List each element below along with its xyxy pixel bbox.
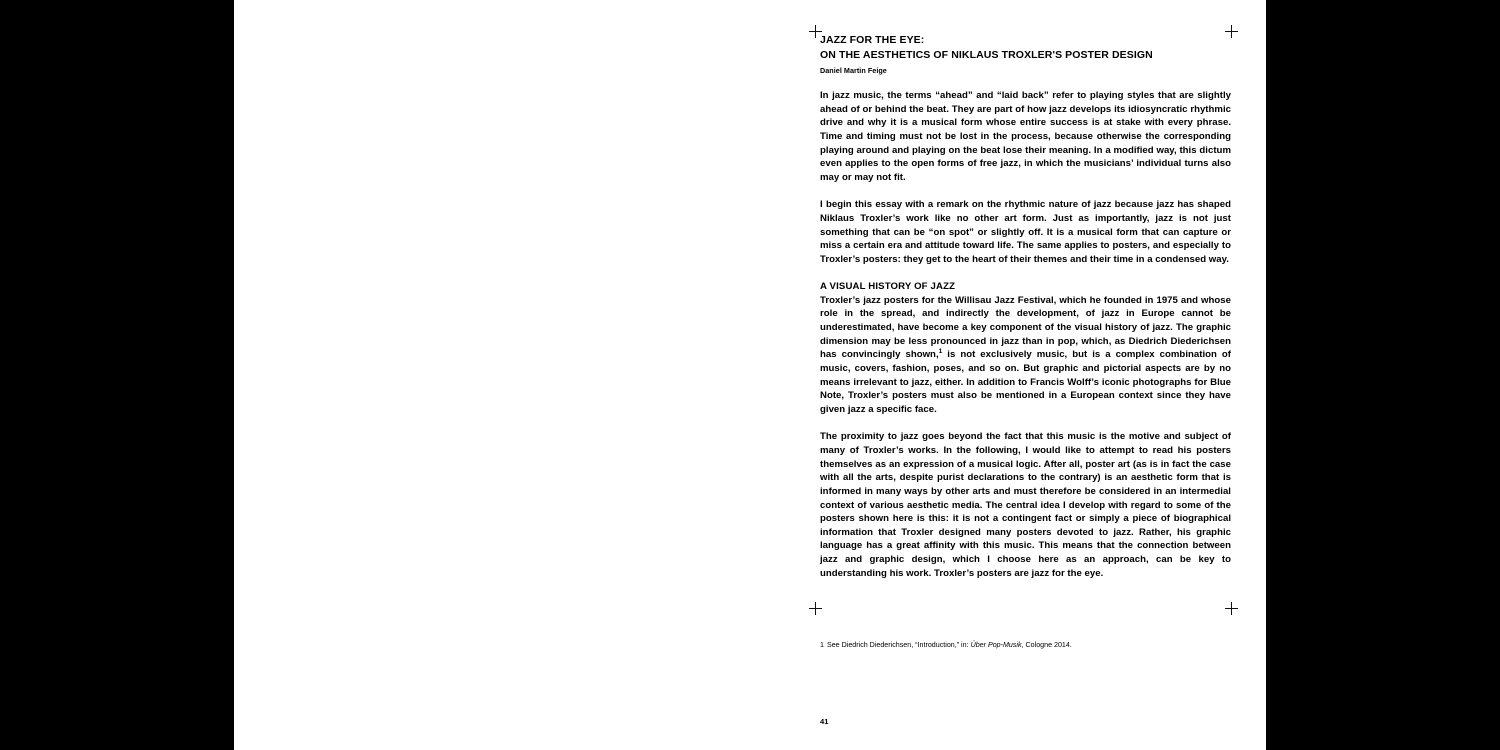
text-column [820, 33, 1231, 580]
article-title-line-2: ON THE AESTHETICS OF NIKLAUS TROXLER'S POSTER DESIGN [820, 49, 1153, 62]
footnote-italic-title: Über Pop-Musik [970, 641, 1022, 649]
paragraph-4: The proximity to jazz goes beyond the fact that this music is the motive and subject of many of Troxler’s works. In the following, I would like to attempt to read his posters themselves as an expression of a musical logic. After all, poster art (as is in fact the case with all the arts, despite purist declarations to the contrary) is an aesthetic form that is informed in many ways by other arts and must therefore be considered in an intermedial context of various aesthetic media. The central idea I develop with regard to some of the posters shown here is this: it is not a contingent fact or simply a piece of biographical information that Troxler designed many posters devoted to jazz. Rather, his graphic language has a great affinity with this music. This means that the connection between jazz and graphic design, which I choose here as an approach, can be key to understanding his work. Troxler’s posters are jazz for the eye. [820, 431, 1231, 579]
article-author: Daniel Martin Feige [820, 66, 887, 76]
article-title [820, 33, 1231, 63]
spacer [820, 417, 1231, 431]
paragraph-3 [820, 294, 1231, 417]
paragraph-3-part-2: is not exclusively music, but is a complex combination of music, covers, fashion, poses, and so on. But graphic and pictorial aspects are by no means irrelevant to jazz, either. In addition to Francis Wolff’s iconic photographs for Blue Note, Troxler’s posters must also be mentioned in a European context since they have given jazz a specific face. [820, 349, 1231, 415]
paragraph-1: In jazz music, the terms “ahead” and “laid back” refer to playing styles that are slightly ahead of or behind the beat. They are part of how jazz develops its idiosyncratic rhythmic drive and why it is a musical form whose entire success is at stake with every phrase. Time and timing must not be lost in the process, because otherwise the corresponding playing around and playing on the beat lose their meaning. In a modified way, this dictum even applies to the open forms of free jazz, in which the musicians’ individual turns also may or may not fit. [820, 90, 1231, 183]
footnote-number: 1 [820, 641, 824, 649]
spacer [820, 185, 1231, 199]
footnote-marker: 1 [938, 348, 943, 356]
article-title-line-1: JAZZ FOR THE EYE: [820, 34, 925, 46]
footnote-text-before: See Diedrich Diederichsen, “Introduction,” in: [826, 641, 971, 649]
page-number: 41 [820, 717, 829, 726]
section-heading: A VISUAL HISTORY OF JAZZ [820, 281, 956, 293]
footnote [820, 641, 1231, 649]
paragraph-3-part-1: Troxler’s jazz posters for the Willisau Jazz Festival, which he founded in 1975 and whose role in the spread, and indirectly the development, of jazz in Europe cannot be underestimated, have become a key component of the visual history of jazz. The graphic dimension may be less pronounced in jazz than in pop, which, as Diedrich Diederichsen has convincingly shown, [820, 294, 1231, 361]
spacer [820, 75, 1231, 89]
spacer [820, 266, 1231, 280]
footnote-text-after: , Cologne 2014. [1021, 641, 1072, 649]
paragraph-2: I begin this essay with a remark on the rhythmic nature of jazz because jazz has shaped Niklaus Troxler’s work like no other art form. Just as importantly, jazz is not just something that can be “on spot” or slightly off. It is a musical form that can capture or miss a certain era and attitude toward life. The same applies to posters, and especially to Troxler’s posters: they get to the heart of their themes and their time in a condensed way. [820, 199, 1231, 265]
